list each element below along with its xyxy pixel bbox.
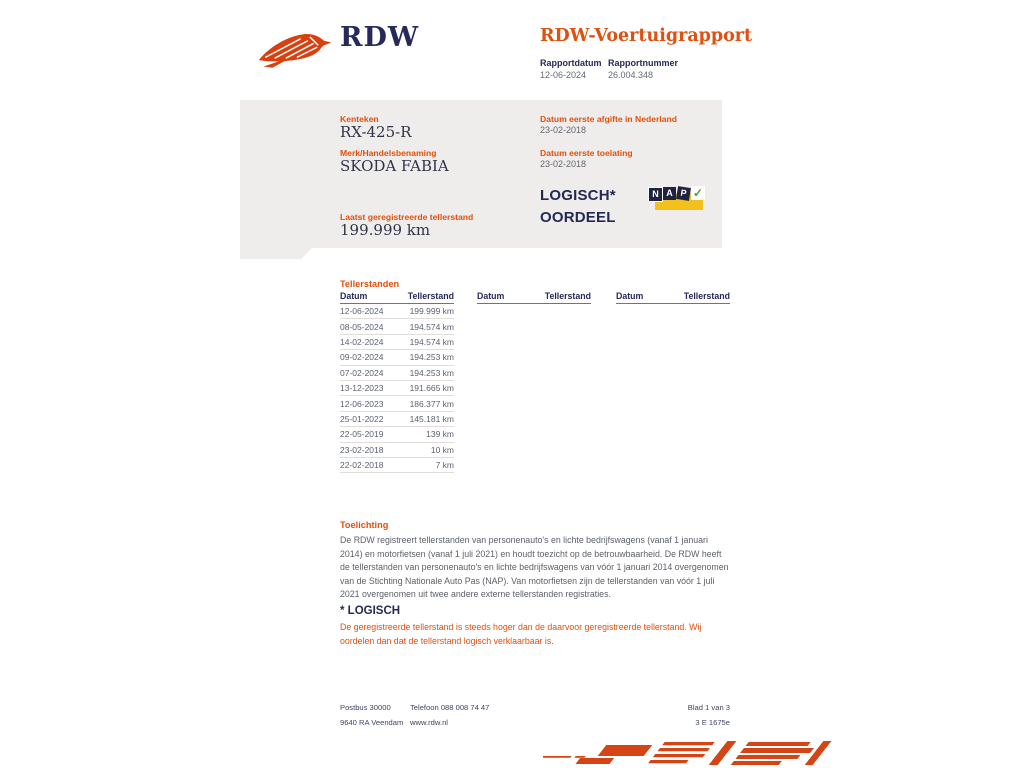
vehicle-summary-panel: [240, 100, 722, 248]
kenteken-label: Kenteken: [340, 114, 379, 124]
row-value: 10 km: [430, 444, 454, 455]
table-row: [340, 443, 454, 458]
footer-page-number: Blad 1 van 3: [687, 703, 730, 712]
table-row: [340, 381, 454, 396]
eerste-afgifte-value: 23-02-2018: [540, 125, 587, 135]
tellerstanden-title: Tellerstanden: [340, 279, 400, 289]
report-number-label: Rapportnummer: [608, 58, 679, 68]
row-date: 12-06-2024: [340, 306, 384, 317]
meter-table-rows: [340, 304, 454, 473]
col-tellerstand-header: Tellerstand: [683, 291, 730, 301]
row-date: 14-02-2024: [340, 336, 384, 347]
table-row: [340, 458, 454, 473]
oordeel-line1: LOGISCH*: [540, 187, 616, 204]
row-value: 194.253 km: [409, 367, 454, 378]
row-value: 194.253 km: [409, 352, 454, 363]
eerste-toelating-value: 23-02-2018: [540, 159, 587, 169]
footer-phone: Telefoon 088 008 74 47: [410, 703, 490, 712]
row-date: 12-06-2023: [340, 398, 384, 409]
rdw-bird-logo-icon: [256, 26, 334, 72]
table-row: [340, 319, 454, 334]
nap-letter-p: P: [676, 186, 691, 201]
meter-table-group-2: [477, 291, 591, 304]
footer-city: 9640 RA Veendam: [340, 718, 404, 727]
table-header: [616, 291, 730, 304]
table-row: [340, 396, 454, 411]
laatste-tellerstand-value: 199.999 km: [340, 221, 431, 239]
panel-notch: [240, 248, 312, 259]
footer-postbus: Postbus 30000: [340, 703, 391, 712]
table-row: [340, 335, 454, 350]
row-value: 194.574 km: [409, 321, 454, 332]
col-tellerstand-header: Tellerstand: [544, 291, 591, 301]
eerste-toelating-label: Datum eerste toelating: [540, 148, 633, 158]
row-value: 7 km: [435, 460, 454, 471]
row-date: 23-02-2018: [340, 444, 384, 455]
logisch-footnote-title: * LOGISCH: [340, 605, 401, 617]
oordeel-line2: OORDEEL: [540, 209, 616, 226]
row-value: 186.377 km: [409, 398, 454, 409]
col-datum-header: Datum: [477, 291, 505, 301]
row-date: 09-02-2024: [340, 352, 384, 363]
table-header: [477, 291, 591, 304]
row-date: 22-05-2019: [340, 429, 384, 440]
merk-label: Merk/Handelsbenaming: [340, 148, 437, 158]
report-date-value: 12-06-2024: [540, 70, 587, 80]
footer-website: www.rdw.nl: [410, 718, 448, 727]
oordeel-badge: [540, 185, 616, 229]
table-row: [340, 412, 454, 427]
row-value: 194.574 km: [409, 336, 454, 347]
laatste-tellerstand-label: Laatst geregistreerde tellerstand: [340, 212, 474, 222]
report-date-label: Rapportdatum: [540, 58, 602, 68]
rdw-wordmark: RDW: [340, 22, 420, 53]
row-date: 07-02-2024: [340, 367, 384, 378]
footer-form-code: 3 E 1675e: [695, 718, 730, 727]
table-row: [340, 304, 454, 319]
nap-logo: [648, 184, 704, 214]
toelichting-title: Toelichting: [340, 520, 389, 530]
col-datum-header: Datum: [616, 291, 644, 301]
footer-pageinfo: [340, 700, 730, 730]
nap-letter-n: N: [648, 187, 663, 202]
col-datum-header: Datum: [340, 291, 368, 301]
meter-table-group-1: [340, 291, 454, 473]
toelichting-body: De RDW registreert tellerstanden van personenauto's en lichte bedrijfswagens (vanaf 1 januari 2014) en motorfietsen (vanaf 1 juli 2021) en houdt toezicht op de betrouwbaarheid. De RDW heeft de tellerstanden van personenauto's en lichte bedrijfswagens van vóór 1 januari 2014 overgenomen van de Stichting Nationale Auto Pas (NAP). Van motorfietsen zijn de tellerstanden van vóór 1 juli 2021 overgenomen uit twee andere externe tellerstanden registraties.: [340, 535, 729, 600]
table-header: [340, 291, 454, 304]
table-row: [340, 350, 454, 365]
table-row: [340, 366, 454, 381]
check-icon: ✓: [692, 186, 704, 200]
decorative-stripes-icon: [543, 739, 833, 768]
row-date: 08-05-2024: [340, 321, 384, 332]
row-value: 199.999 km: [409, 306, 454, 317]
table-row: [340, 427, 454, 442]
report-number-value: 26.004.348: [608, 70, 654, 80]
row-date: 13-12-2023: [340, 383, 384, 394]
row-date: 25-01-2022: [340, 413, 384, 424]
merk-value: SKODA FABIA: [340, 157, 449, 175]
row-value: 191.665 km: [409, 383, 454, 394]
row-date: 22-02-2018: [340, 460, 384, 471]
eerste-afgifte-label: Datum eerste afgifte in Nederland: [540, 114, 678, 124]
row-value: 139 km: [426, 429, 454, 440]
page-title: RDW-Voertuigrapport: [540, 26, 753, 46]
logisch-footnote-body: De geregistreerde tellerstand is steeds hoger dan de daarvoor geregistreerde tellerstand. Wij oordelen dan dat de tellerstand logisch verklaarbaar is.: [340, 622, 702, 646]
col-tellerstand-header: Tellerstand: [407, 291, 454, 301]
row-value: 145.181 km: [409, 413, 454, 424]
kenteken-value: RX-425-R: [340, 123, 412, 141]
nap-letter-a: A: [663, 187, 676, 200]
meter-table-group-3: [616, 291, 730, 304]
